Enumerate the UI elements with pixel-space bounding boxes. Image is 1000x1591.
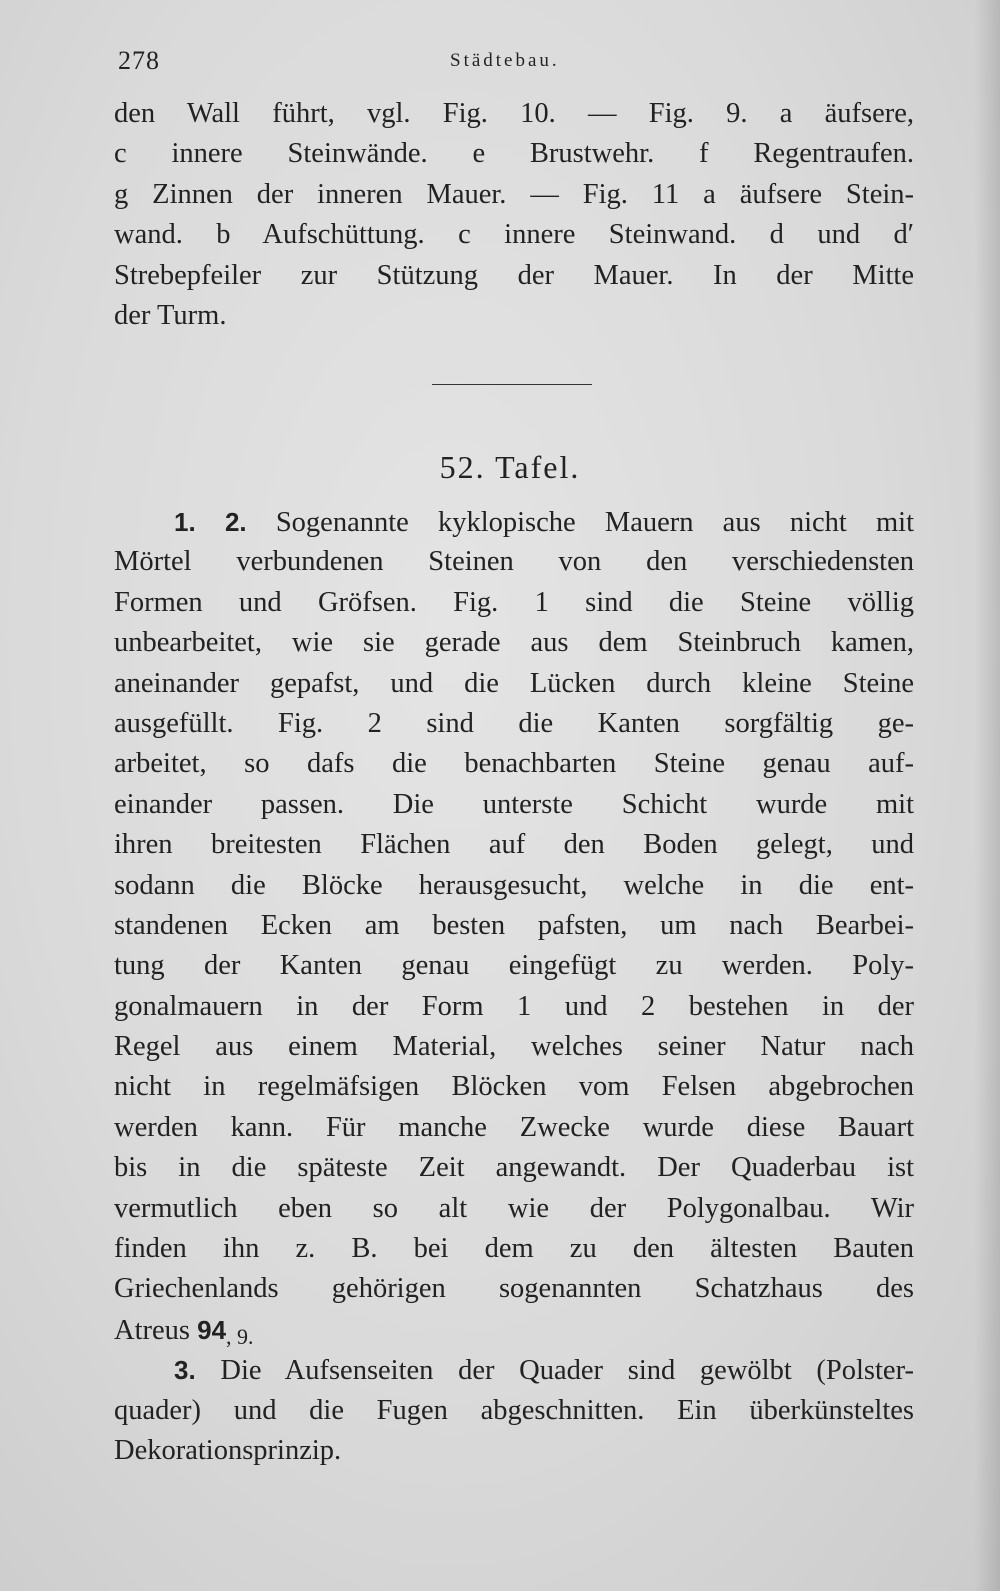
text-line: ihren breitesten Flächen auf den Boden gelegt, und	[114, 829, 914, 861]
text-line: tung der Kanten genau eingefügt zu werden. Poly-	[114, 950, 914, 982]
figure-reference: 3.	[174, 1355, 196, 1386]
text-line: gonalmauern in der Form 1 und 2 bestehen in der	[114, 990, 914, 1022]
page-number: 278	[118, 46, 160, 75]
text-line: g Zinnen der inneren Mauer. — Fig. 11 a äufsere Stein-	[114, 178, 914, 210]
atreus-line	[114, 1310, 914, 1350]
plate-figure-number: , 9.	[226, 1323, 254, 1349]
text-line: den Wall führt, vgl. Fig. 10. — Fig. 9. a äufsere,	[114, 98, 914, 129]
text-line: arbeitet, so dafs die benachbarten Steine genau auf-	[114, 748, 914, 780]
text-line: bis in die späteste Zeit angewandt. Der Quaderbau ist	[114, 1152, 914, 1184]
text-line: standenen Ecken am besten pafsten, um nach Bearbei-	[114, 909, 914, 941]
figure-caption-continuation	[114, 94, 914, 336]
text-line: der Turm.	[114, 299, 227, 331]
text-line: ausgefüllt. Fig. 2 sind die Kanten sorgfältig ge-	[114, 707, 914, 739]
plate-reference: 94	[197, 1314, 227, 1345]
text-line: finden ihn z. B. bei dem zu den ältesten Bauten	[114, 1233, 914, 1265]
text-line: quader) und die Fugen abgeschnitten. Ein überkünsteltes	[114, 1394, 914, 1426]
text-line: Mörtel verbundenen Steinen von den verschiedensten	[114, 546, 914, 578]
text-line: Formen und Gröfsen. Fig. 1 sind die Steine völlig	[114, 586, 914, 618]
text-line: Dekorationsprinzip.	[114, 1434, 342, 1466]
figure-reference: 1. 2.	[174, 507, 247, 537]
plate-description	[114, 502, 914, 1471]
running-title: Städtebau.	[450, 50, 560, 71]
page-edge-shadow	[974, 0, 1000, 1591]
text-line: unbearbeitet, wie sie gerade aus dem Steinbruch kamen,	[114, 627, 914, 659]
text-line: Regel aus einem Material, welches seiner Natur nach	[114, 1031, 914, 1063]
text-line: einander passen. Die unterste Schicht wurde mit	[114, 788, 914, 820]
text-span: Sogenannte kyklopische Mauern aus nicht mit	[275, 507, 915, 538]
text-line: werden kann. Für manche Zwecke wurde diese Bauart	[114, 1111, 914, 1143]
section-divider	[432, 384, 592, 385]
text-span: Atreus	[114, 1314, 190, 1346]
text-line: sodann die Blöcke herausgesucht, welche in die ent-	[114, 869, 914, 901]
text-line: c innere Steinwände. e Brustwehr. f Regentraufen.	[114, 138, 914, 170]
text-line: nicht in regelmäfsigen Blöcken vom Felsen abgebrochen	[114, 1071, 914, 1103]
text-line: Strebepfeiler zur Stützung der Mauer. In der Mitte	[114, 259, 914, 291]
text-span: Die Aufsenseiten der Quader sind gewölbt (Polster-	[220, 1355, 914, 1387]
text-line: aneinander gepafst, und die Lücken durch kleine Steine	[114, 667, 914, 699]
paragraph-first-line	[114, 1350, 914, 1390]
text-line: wand. b Aufschüttung. c innere Steinwand. d und d′	[114, 219, 914, 251]
paragraph-first-line	[114, 502, 914, 542]
section-heading: 52. Tafel.	[439, 449, 581, 485]
text-line: vermutlich eben so alt wie der Polygonalbau. Wir	[114, 1192, 914, 1224]
text-line: Griechenlands gehörigen sogenannten Schatzhaus des	[114, 1273, 914, 1305]
